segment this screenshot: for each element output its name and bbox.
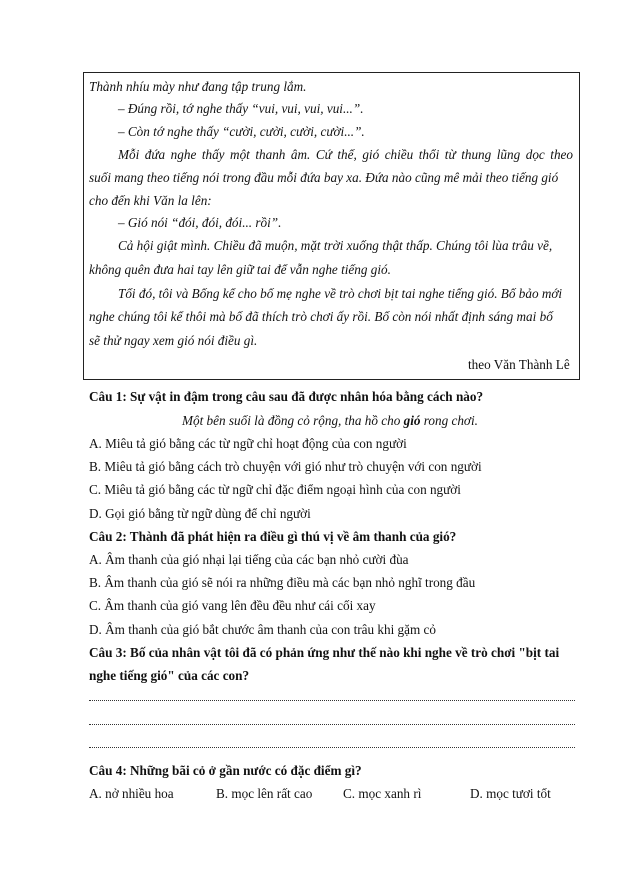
passage-line: Tối đó, tôi và Bống kể cho bố mẹ nghe về trò chơi bịt tai nghe tiếng gió. Bố bảo mới [118,286,563,301]
passage-line: không quên đưa hai tay lên giữ tai để vẫn nghe tiếng gió. [89,262,391,277]
passage-line: Thành nhíu mày như đang tập trung lắm. [89,79,307,94]
answer-line[interactable] [89,747,575,748]
question-1-option-a[interactable]: A. Miêu tả gió bằng các từ ngữ chỉ hoạt động của con người [89,436,407,451]
passage-source: theo Văn Thành Lê [468,357,570,372]
question-1-example-sentence: Một bên suối là đồng cỏ rộng, tha hồ cho gió rong chơi. [182,413,478,428]
question-2-option-c[interactable]: C. Âm thanh của gió vang lên đều đều như cái cối xay [89,598,376,613]
question-4-option-b[interactable]: B. mọc lên rất cao [216,786,313,801]
question-1-option-b[interactable]: B. Miêu tả gió bằng cách trò chuyện với gió như trò chuyện với con người [89,459,482,474]
question-2-option-a[interactable]: A. Âm thanh của gió nhại lại tiếng của các bạn nhỏ cười đùa [89,552,409,567]
question-1-title: Câu 1: Sự vật in đậm trong câu sau đã được nhân hóa bằng cách nào? [89,389,484,404]
passage-line: Cả hội giật mình. Chiều đã muộn, mặt trời xuống thật thấp. Chúng tôi lùa trâu về, [118,238,553,253]
question-3-title-line-2: nghe tiếng gió" của các con? [89,668,250,683]
passage-line: sẽ thử ngay xem gió nói điều gì. [89,333,258,348]
passage-line: – Gió nói “đói, đói, đói... rồi”. [118,215,282,230]
question-2-title: Câu 2: Thành đã phát hiện ra điều gì thú vị về âm thanh của gió? [89,529,457,544]
passage-line: nghe chúng tôi kể thôi mà bố đã thích trò chơi ấy rồi. Bố còn nói nhất định sáng mai bố [89,309,553,324]
question-2-option-b[interactable]: B. Âm thanh của gió sẽ nói ra những điều mà các bạn nhỏ nghĩ trong đầu [89,575,476,590]
passage-line: cho đến khi Văn la lên: [89,193,212,208]
question-4-option-a[interactable]: A. nở nhiều hoa [89,786,174,801]
question-4-option-d[interactable]: D. mọc tươi tốt [470,786,551,801]
question-4-title: Câu 4: Những bãi cỏ ở gần nước có đặc điểm gì? [89,763,362,778]
answer-line[interactable] [89,700,575,701]
passage-line: – Còn tớ nghe thấy “cười, cười, cười, cười...”. [118,124,365,139]
passage-line: – Đúng rồi, tớ nghe thấy “vui, vui, vui, vui...”. [118,101,364,116]
question-1-option-d[interactable]: D. Gọi gió bằng từ ngữ dùng để chỉ người [89,506,311,521]
question-1-option-c[interactable]: C. Miêu tả gió bằng các từ ngữ chỉ đặc điểm ngoại hình của con người [89,482,461,497]
question-2-option-d[interactable]: D. Âm thanh của gió bắt chước âm thanh của con trâu khi gặm cỏ [89,622,436,637]
question-3-title-line-1: Câu 3: Bố của nhân vật tôi đã có phản ứng như thế nào khi nghe về trò chơi "bịt tai [89,645,560,660]
passage-line: suối mang theo tiếng nói trong đầu mỗi đứa bay xa. Đứa nào cũng mê mải theo tiếng gió [89,170,559,185]
answer-line[interactable] [89,724,575,725]
personified-word: gió [403,413,421,428]
question-4-option-c[interactable]: C. mọc xanh rì [343,786,422,801]
passage-line: Mỗi đứa nghe thấy một thanh âm. Cứ thế, gió chiều thổi từ thung lũng dọc theo [118,147,573,162]
